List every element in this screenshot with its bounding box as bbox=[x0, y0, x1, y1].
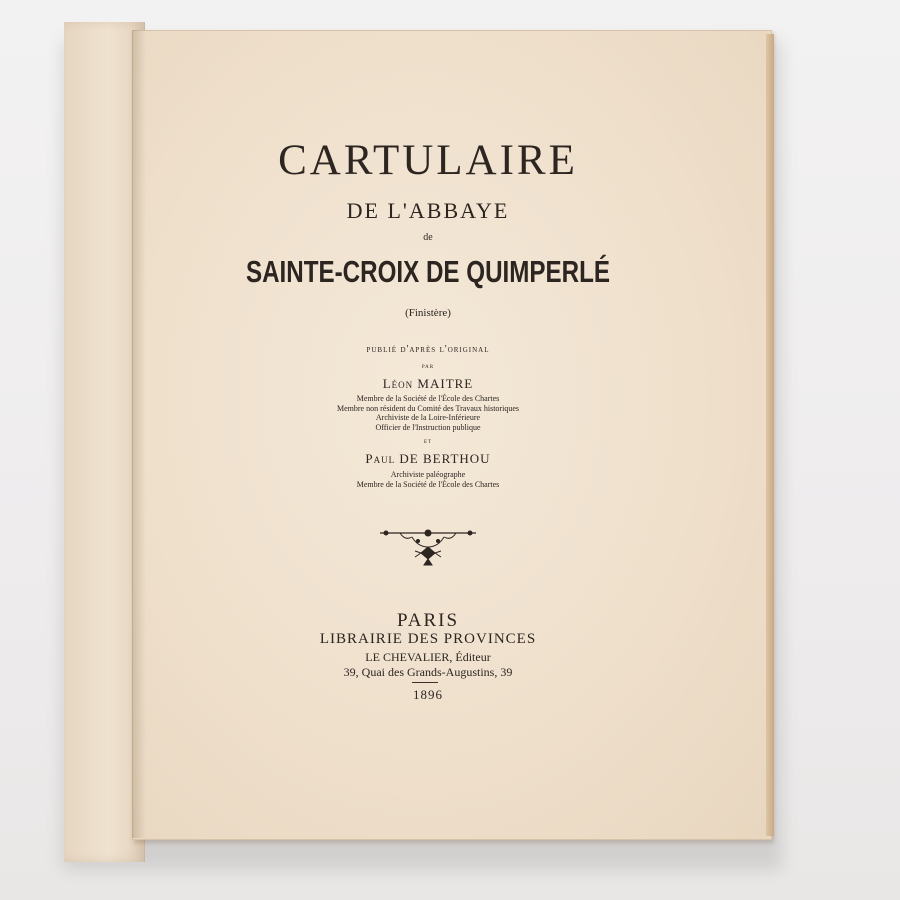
and-text: et bbox=[423, 437, 433, 445]
qualification-line: Membre non résident du Comité des Travaux historiques bbox=[337, 403, 519, 413]
qualification-line: Membre de la Société de l'École des Chartes bbox=[356, 479, 500, 489]
page-fore-edge bbox=[766, 34, 774, 836]
published-line: publié d'après l'original bbox=[366, 344, 490, 355]
book-title: CARTULAIRE bbox=[278, 137, 578, 184]
book-subtitle: DE L'ABBAYE bbox=[346, 198, 510, 223]
imprint-address: 39, Quai des Grands-Augustins, 39 bbox=[343, 665, 513, 679]
author-2-name: Paul DE BERTHOU bbox=[365, 451, 491, 466]
qualification-line: Archiviste de la Loire-Inférieure bbox=[375, 413, 481, 422]
author-1-name: Léon MAITRE bbox=[382, 376, 474, 391]
author-1-qualifications bbox=[132, 394, 724, 432]
author-2-qualifications bbox=[132, 470, 724, 489]
imprint-editor: LE CHEVALIER, Éditeur bbox=[365, 650, 491, 664]
by-text: par bbox=[421, 362, 435, 370]
department-name: (Finistère) bbox=[405, 307, 451, 319]
imprint-rule bbox=[412, 682, 438, 683]
abbey-name: SAINTE-CROIX DE QUIMPERLÉ bbox=[245, 254, 611, 289]
imprint-publisher: LIBRAIRIE DES PROVINCES bbox=[319, 631, 537, 647]
qualification-line: Officier de l'Instruction publique bbox=[375, 422, 481, 432]
printer-ornament-icon bbox=[378, 525, 478, 570]
connector-text: de bbox=[423, 232, 433, 243]
qualification-line: Membre de la Société de l'École des Chartes bbox=[356, 394, 500, 403]
qualification-line: Archiviste paléographe bbox=[390, 470, 466, 479]
imprint-city: PARIS bbox=[396, 610, 460, 631]
imprint-year: 1896 bbox=[413, 687, 443, 702]
